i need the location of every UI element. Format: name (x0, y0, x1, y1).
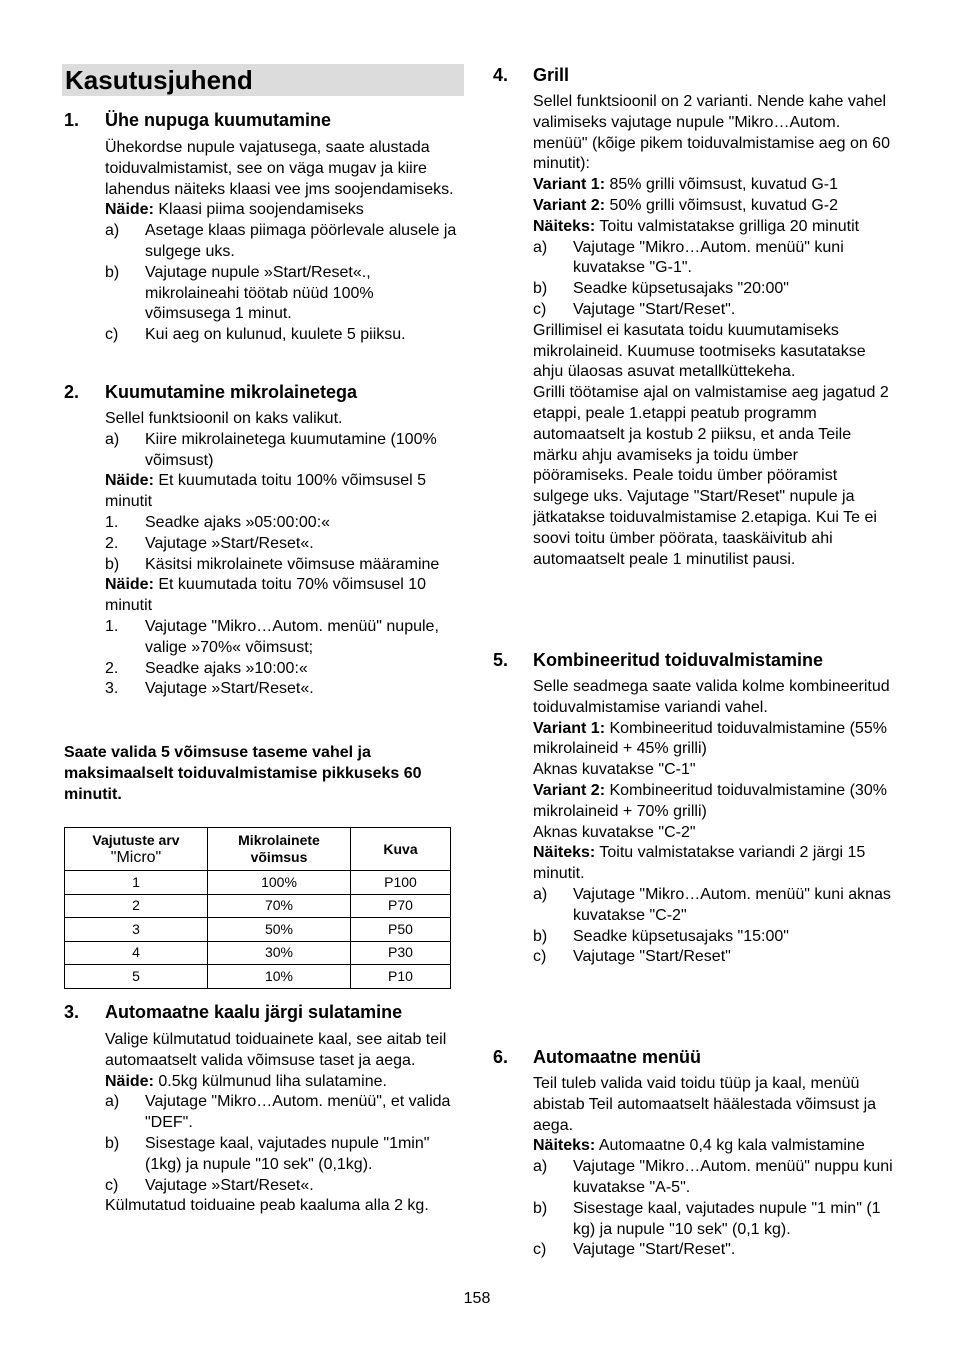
list-text: Sisestage kaal, vajutades nupule "1min" (1kg) ja nupule "10 sek" (0,1kg). (145, 1134, 430, 1173)
list-marker: b) (533, 927, 548, 945)
example-label: Näide: (105, 576, 154, 594)
list-item (105, 1134, 457, 1176)
list-marker: a) (105, 430, 120, 448)
example-label: Näiteks: (533, 844, 596, 862)
list-item (105, 513, 460, 534)
list-marker: c) (533, 300, 547, 318)
section-4-body (533, 92, 895, 570)
example-text: Toitu valmistatakse variandi 2 järgi 15 minutit. (533, 844, 866, 883)
table-row (65, 871, 451, 895)
example-text: 0.5kg külmunud liha sulatamine. (153, 1072, 387, 1090)
list-item (533, 300, 895, 321)
list-marker: c) (105, 1176, 119, 1194)
list-marker: b) (105, 1134, 120, 1152)
list-item (533, 1199, 895, 1241)
table-cell: 30% (208, 941, 351, 965)
variant-label: Variant 2: (533, 781, 606, 799)
table-row (65, 965, 451, 989)
power-note: Saate valida 5 võimsuse taseme vahel ja maksimaalselt toiduvalmistamise pikkuseks 60 minutit. (64, 744, 422, 803)
table-cell: P50 (351, 918, 451, 942)
list-item (533, 1240, 895, 1261)
example-text: Klaasi piima soojendamiseks (153, 201, 364, 219)
list-text: Käsitsi mikrolainete võimsuse määramine (145, 555, 440, 573)
list-item (105, 1176, 457, 1197)
list-text: Kui aeg on kulunud, kuulete 5 piiksu. (145, 326, 406, 344)
section-title: Automaatne kaalu järgi sulatamine (105, 1002, 403, 1022)
display-line: Aknas kuvatakse "C-2" (533, 823, 696, 841)
variant-label: Variant 2: (533, 196, 606, 214)
list-marker: a) (533, 1158, 548, 1176)
list-text: Vajutage "Start/Reset". (573, 300, 736, 318)
list-text: Seadke ajaks »05:00:00:« (145, 513, 331, 531)
section-title: Ühe nupuga kuumutamine (105, 110, 332, 130)
list-item (533, 947, 895, 968)
list-text: Vajutage "Start/Reset". (573, 1241, 736, 1259)
variant-text: Kombineeritud toiduvalmistamine (30% mikrolaineid + 70% grilli) (533, 781, 887, 820)
section-number: 2. (64, 382, 80, 402)
variant-text: 85% grilli võimsust, kuvatud G-1 (605, 176, 839, 194)
section-number: 3. (64, 1002, 80, 1022)
page-number: 158 (463, 1290, 491, 1307)
table-header: Mikrolainete võimsus (208, 828, 351, 871)
list-marker: a) (533, 885, 548, 903)
table-cell: 70% (208, 894, 351, 918)
list-marker: 2. (105, 534, 119, 552)
table-header-row (65, 828, 451, 871)
example-text: Et kuumutada toitu 100% võimsusel 5 minutit (105, 472, 427, 511)
list-item (105, 430, 460, 472)
table-cell: P30 (351, 941, 451, 965)
table-row (65, 894, 451, 918)
list-item (105, 679, 460, 700)
list-marker: a) (105, 1093, 120, 1111)
list-item (533, 885, 895, 927)
section-6-body (533, 1074, 895, 1261)
list-item (105, 221, 460, 263)
variant-line (533, 781, 895, 823)
example-text: Et kuumutada toitu 70% võimsusel 10 minutit (105, 576, 427, 615)
list-text: Vajutage "Mikro…Autom. menüü" kuni kuvatakse "G-1". (573, 238, 844, 277)
example-line (533, 843, 895, 885)
paragraph: Sellel funktsioonil on kaks valikut. (105, 410, 343, 427)
list-text: Seadke ajaks »10:00:« (145, 659, 308, 677)
section-2-body (105, 409, 460, 700)
example-line (105, 1072, 457, 1093)
table-cell: P100 (351, 871, 451, 895)
table-header (65, 828, 208, 871)
list-marker: c) (533, 948, 547, 966)
list-item (105, 617, 460, 659)
list-marker: c) (105, 326, 119, 344)
example-label: Näide: (105, 472, 154, 490)
variant-line (533, 196, 895, 217)
table-cell: 100% (208, 871, 351, 895)
list-text: Vajutage "Start/Reset" (573, 948, 731, 966)
table-cell: 50% (208, 918, 351, 942)
table-cell: 1 (65, 871, 208, 895)
list-item (105, 263, 460, 325)
paragraph: Külmutatud toiduaine peab kaaluma alla 2 kg. (105, 1197, 429, 1215)
list-item (533, 238, 895, 280)
example-label: Näiteks: (533, 217, 596, 235)
table-cell: 3 (65, 918, 208, 942)
list-marker: b) (105, 555, 120, 573)
section-number: 5. (493, 650, 509, 670)
list-marker: 1. (105, 617, 119, 635)
list-text: Vajutage »Start/Reset«. (145, 680, 314, 698)
example-line (533, 1136, 895, 1157)
list-marker: b) (533, 1199, 548, 1217)
list-marker: c) (533, 1241, 547, 1259)
table-cell: 4 (65, 941, 208, 965)
table-header: Kuva (351, 828, 451, 871)
variant-text: Kombineeritud toiduvalmistamine (55% mikrolaineid + 45% grilli) (533, 719, 887, 758)
list-text: Vajutage »Start/Reset«. (145, 534, 314, 552)
variant-text: 50% grilli võimsust, kuvatud G-2 (605, 196, 839, 214)
list-text: Kiire mikrolainetega kuumutamine (100% võimsust) (145, 430, 437, 469)
list-item (533, 927, 895, 948)
table-cell: 10% (208, 965, 351, 989)
section-number: 1. (64, 110, 80, 130)
example-label: Näide: (105, 1072, 154, 1090)
header-text: Vajutuste arv (92, 832, 180, 848)
variant-line (533, 175, 895, 196)
page-title: Kasutusjuhend (65, 65, 253, 95)
list-text: Vajutage »Start/Reset«. (145, 1176, 314, 1194)
section-5-body (533, 677, 895, 968)
list-marker: b) (105, 263, 120, 281)
table-cell: 2 (65, 894, 208, 918)
example-line (105, 575, 460, 617)
page-title-bar (62, 64, 464, 96)
paragraph: Sellel funktsioonil on 2 varianti. Nende kahe vahel valimiseks vajutage nupule "Mikro…Autom. menüü" (kõige pikem toiduvalmistamise aeg on 60 minutit): (533, 93, 890, 173)
table-cell: P10 (351, 965, 451, 989)
section-title: Kuumutamine mikrolainetega (105, 382, 358, 402)
section-3-body (105, 1030, 457, 1217)
paragraph: Grillimisel ei kasutata toidu kuumutamiseks mikrolaineid. Kuumuse tootmiseks kasutatakse ahju ülaosas asuvat metallküttekeha. (533, 321, 866, 381)
list-marker: 2. (105, 659, 119, 677)
list-marker: b) (533, 280, 548, 298)
list-text: Seadke küpsetusajaks "15:00" (573, 927, 789, 945)
list-item (105, 1092, 457, 1134)
paragraph: Grilli töötamise ajal on valmistamise aeg jagatud 2 etappi, peale 1.etappi peatub programm automaatselt ja kostub 2 piiksu, et anda Teile märku ahju avamiseks ja toidu ümber pööramiseks. Peale toidu ümber pööramist sulgege uks. Vajutage "Start/Reset" nupule ja jätkatakse toiduvalmistamise 2.etapiga. Kui Te ei soovi toitu ümber pöörata, taaskäivitub ahi automaatselt peale 1 minutilist pausi. (533, 384, 889, 568)
variant-label: Variant 1: (533, 719, 606, 737)
power-table (64, 827, 451, 989)
list-text: Vajutage "Mikro…Autom. menüü", et valida "DEF". (145, 1093, 451, 1132)
example-label: Näiteks: (533, 1137, 596, 1155)
list-marker: a) (105, 222, 120, 240)
list-item (533, 279, 895, 300)
variant-label: Variant 1: (533, 176, 606, 194)
table-cell: P70 (351, 894, 451, 918)
list-text: Vajutage "Mikro…Autom. menüü" kuni aknas kuvatakse "C-2" (573, 885, 891, 924)
list-text: Vajutage "Mikro…Autom. menüü" nuppu kuni kuvatakse "A-5". (573, 1158, 893, 1196)
section-number: 6. (493, 1047, 509, 1067)
paragraph: Valige külmutatud toiduainete kaal, see aitab teil automaatselt valida võimsuse taset ja aega. (105, 1031, 447, 1069)
table-row (65, 941, 451, 965)
section-1-body (105, 138, 460, 346)
example-line (105, 200, 460, 221)
variant-line (533, 719, 895, 761)
list-marker: a) (533, 238, 548, 256)
list-text: Asetage klaas piimaga pöörlevale alusele ja sulgege uks. (145, 222, 457, 260)
list-item (533, 1157, 895, 1199)
list-text: Sisestage kaal, vajutades nupule "1 min" (1 kg) ja nupule "10 sek" (0,1 kg). (573, 1199, 881, 1238)
header-subtext: "Micro" (110, 849, 162, 866)
list-item (105, 555, 460, 576)
paragraph: Teil tuleb valida vaid toidu tüüp ja kaal, menüü abistab Teil automaatselt häälestada võimsust ja aega. (533, 1075, 877, 1134)
example-text: Automaatne 0,4 kg kala valmistamine (595, 1137, 865, 1155)
display-line: Aknas kuvatakse "C-1" (533, 761, 696, 779)
table-row (65, 918, 451, 942)
section-title: Kombineeritud toiduvalmistamine (533, 650, 824, 670)
list-item (105, 659, 460, 680)
example-label: Näide: (105, 201, 154, 219)
list-marker: 3. (105, 680, 119, 698)
section-title: Automaatne menüü (533, 1047, 702, 1067)
paragraph: Selle seadmega saate valida kolme kombineeritud toiduvalmistamise variandi vahel. (533, 678, 890, 716)
list-text: Vajutage "Mikro…Autom. menüü" nupule, valige »70%« võimsust; (145, 617, 439, 656)
list-marker: 1. (105, 513, 119, 531)
list-text: Seadke küpsetusajaks "20:00" (573, 280, 789, 298)
list-text: Vajutage nupule »Start/Reset«., mikrolaineahi töötab nüüd 100% võimsusega 1 minut. (145, 263, 374, 323)
example-line (105, 471, 460, 513)
list-item (105, 325, 460, 346)
example-text: Toitu valmistatakse grilliga 20 minutit (595, 217, 860, 235)
example-line (533, 217, 895, 238)
section-number: 4. (493, 65, 509, 85)
list-item (105, 534, 460, 555)
section-title: Grill (533, 65, 570, 85)
table-cell: 5 (65, 965, 208, 989)
paragraph: Ühekordse nupule vajatusega, saate alustada toiduvalmistamist, see on väga mugav ja kiire lahendus näiteks klaasi vee jms soojendamiseks. (105, 139, 454, 198)
